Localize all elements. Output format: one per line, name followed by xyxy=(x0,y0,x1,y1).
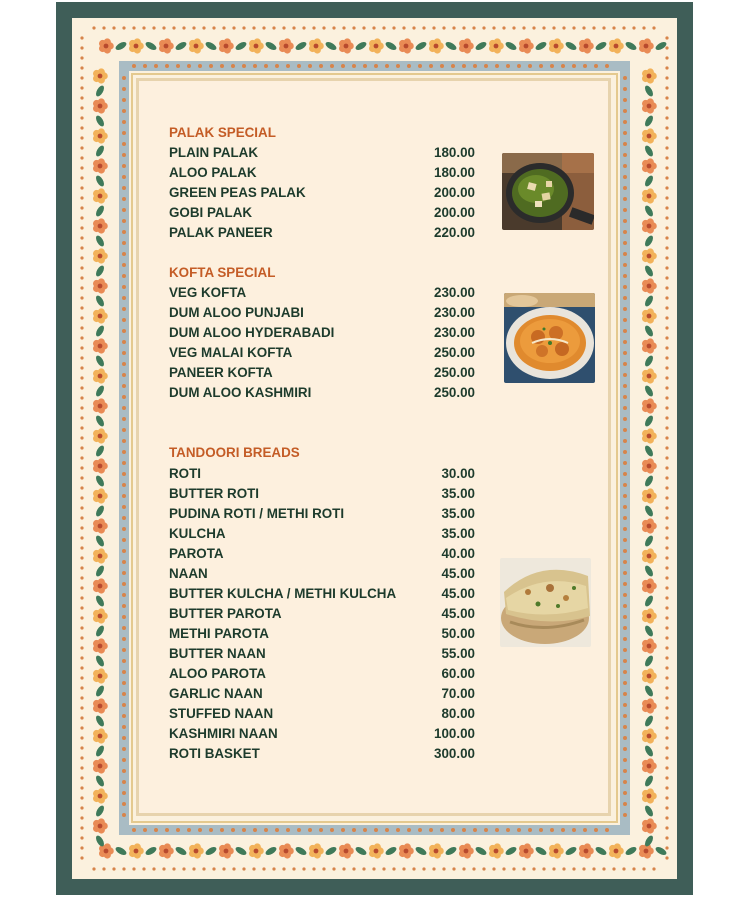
menu-item-name: PLAIN PALAK xyxy=(169,145,259,160)
menu-item-name: PALAK PANEER xyxy=(169,225,273,240)
menu-item-name: DUM ALOO KASHMIRI xyxy=(169,385,312,400)
menu-item-price: 250.00 xyxy=(434,385,475,400)
menu-item-name: PANEER KOFTA xyxy=(169,365,273,380)
menu-item-price: 230.00 xyxy=(434,325,475,340)
menu-item-name: DUM ALOO PUNJABI xyxy=(169,305,304,320)
menu-item-price: 45.00 xyxy=(441,586,475,601)
menu-item-name: PUDINA ROTI / METHI ROTI xyxy=(169,506,345,521)
menu-item-name: ROTI xyxy=(169,466,201,481)
menu-item-name: BUTTER PAROTA xyxy=(169,606,282,621)
menu-item-price: 250.00 xyxy=(434,345,475,360)
menu-item-price: 220.00 xyxy=(434,225,475,240)
menu-item-name: VEG MALAI KOFTA xyxy=(169,345,293,360)
menu-item-price: 200.00 xyxy=(434,185,475,200)
menu-item-name: BUTTER NAAN xyxy=(169,646,266,661)
menu-item-name: DUM ALOO HYDERABADI xyxy=(169,325,335,340)
menu-item-name: STUFFED NAAN xyxy=(169,706,274,721)
menu-item-price: 100.00 xyxy=(434,726,475,741)
menu-item-price: 35.00 xyxy=(441,486,475,501)
menu-item-price: 230.00 xyxy=(434,305,475,320)
menu-item-name: METHI PAROTA xyxy=(169,626,269,641)
menu-item-name: ALOO PALAK xyxy=(169,165,257,180)
menu-item-name: GREEN PEAS PALAK xyxy=(169,185,306,200)
menu-item-price: 180.00 xyxy=(434,165,475,180)
section-title-palak-special: PALAK SPECIAL xyxy=(169,125,276,140)
menu-item-name: GOBI PALAK xyxy=(169,205,253,220)
malai-kofta-photo xyxy=(504,293,595,383)
menu-item-price: 30.00 xyxy=(441,466,475,481)
menu-item-price: 55.00 xyxy=(441,646,475,661)
menu-item-price: 80.00 xyxy=(441,706,475,721)
section-title-tandoori-breads: TANDOORI BREADS xyxy=(169,445,300,460)
menu-item-price: 40.00 xyxy=(441,546,475,561)
menu-item-price: 45.00 xyxy=(441,566,475,581)
section-title-kofta-special: KOFTA SPECIAL xyxy=(169,265,276,280)
menu-item-price: 60.00 xyxy=(441,666,475,681)
menu-item-name: KULCHA xyxy=(169,526,226,541)
menu-item-price: 200.00 xyxy=(434,205,475,220)
menu-item-name: GARLIC NAAN xyxy=(169,686,263,701)
menu-item-name: BUTTER KULCHA / METHI KULCHA xyxy=(169,586,397,601)
menu-item-price: 50.00 xyxy=(441,626,475,641)
menu-item-price: 35.00 xyxy=(441,506,475,521)
menu-item-name: KASHMIRI NAAN xyxy=(169,726,278,741)
menu-item-price: 180.00 xyxy=(434,145,475,160)
menu-item-price: 70.00 xyxy=(441,686,475,701)
menu-item-price: 300.00 xyxy=(434,746,475,761)
menu-item-name: ROTI BASKET xyxy=(169,746,260,761)
menu-item-name: ALOO PAROTA xyxy=(169,666,266,681)
naan-bread-photo xyxy=(500,558,591,647)
menu-item-name: NAAN xyxy=(169,566,208,581)
palak-paneer-photo xyxy=(502,153,594,230)
menu-item-price: 45.00 xyxy=(441,606,475,621)
menu-item-name: PAROTA xyxy=(169,546,224,561)
menu-item-name: VEG KOFTA xyxy=(169,285,247,300)
menu-item-price: 250.00 xyxy=(434,365,475,380)
menu-item-price: 35.00 xyxy=(441,526,475,541)
menu-item-name: BUTTER ROTI xyxy=(169,486,260,501)
menu-item-price: 230.00 xyxy=(434,285,475,300)
